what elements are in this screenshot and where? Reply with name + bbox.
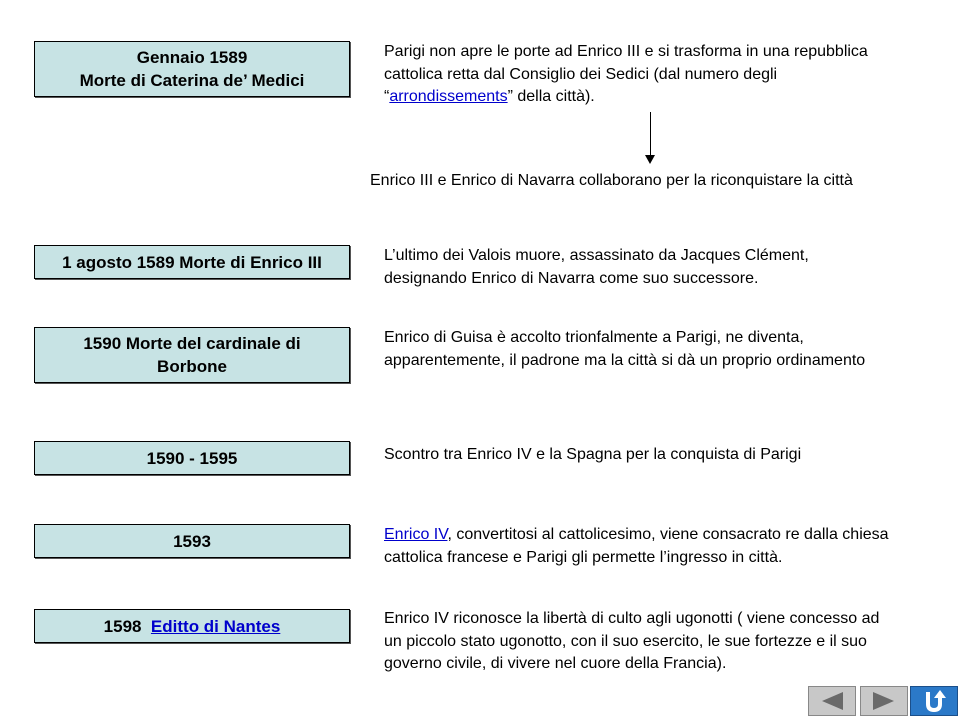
description-2-text: L’ultimo dei Valois muore, assassinato da Jacques Clément, designando Enrico di Navarra come suo successore. — [384, 247, 809, 287]
description-3 — [384, 327, 884, 372]
event-3-line1: 1590 Morte del cardinale di — [83, 334, 301, 353]
event-5-label: 1593 — [173, 531, 211, 551]
enrico-iv-link[interactable]: Enrico IV — [384, 526, 448, 543]
description-6 — [384, 608, 894, 676]
description-5 — [384, 524, 914, 569]
arrow-down-icon — [645, 155, 655, 164]
description-4 — [384, 444, 924, 467]
return-button[interactable] — [910, 686, 958, 716]
description-2 — [384, 245, 884, 290]
description-5-text: , convertitosi al cattolicesimo, viene consacrato re dalla chiesa cattolica francese e Parigi gli permette l’ingresso in città. — [384, 526, 889, 566]
previous-button[interactable] — [808, 686, 856, 716]
event-box-4 — [34, 441, 350, 475]
description-1 — [384, 41, 894, 109]
arrondissements-link[interactable]: arrondissements — [389, 88, 508, 105]
description-4-text: Scontro tra Enrico IV e la Spagna per la conquista di Parigi — [384, 446, 802, 463]
event-2-label: 1 agosto 1589 Morte di Enrico III — [62, 252, 322, 272]
event-box-2 — [34, 245, 350, 279]
arrow-line — [650, 112, 651, 157]
event-3-line2: Borbone — [157, 357, 227, 376]
description-1-text: Parigi non apre le porte ad Enrico III e si trasforma in una repubblica cattolica retta dal Consiglio dei Sedici (dal numero degli “ — [384, 43, 868, 105]
description-1-end: ” della città). — [507, 88, 595, 105]
middle-note: Enrico III e Enrico di Navarra collaborano per la riconquistare la città — [370, 172, 853, 189]
editto-di-nantes-link[interactable]: Editto di Nantes — [150, 616, 281, 636]
event-4-label: 1590 - 1595 — [146, 448, 238, 468]
event-box-5 — [34, 524, 350, 558]
event-1-date: Gennaio 1589 — [136, 48, 248, 67]
next-button[interactable] — [860, 686, 908, 716]
event-box-3 — [34, 327, 350, 383]
event-box-1 — [34, 41, 350, 97]
description-6-text: Enrico IV riconosce la libertà di culto agli ugonotti ( viene concesso ad un piccolo stato ugonotto, con il suo esercito, le sue fortezze e il suo governo civile, di vivere nel cuore della Francia). — [384, 610, 880, 672]
event-1-title: Morte di Caterina de’ Medici — [79, 71, 305, 90]
event-6-label — [35, 615, 349, 638]
event-box-6 — [34, 609, 350, 643]
triangle-left-icon — [819, 690, 845, 712]
event-6-year: 1598 — [103, 616, 151, 636]
return-arrow-icon — [920, 689, 948, 713]
description-3-text: Enrico di Guisa è accolto trionfalmente a Parigi, ne diventa, apparentemente, il padrone ma la città si dà un proprio ordinamento — [384, 329, 866, 369]
triangle-right-icon — [871, 690, 897, 712]
